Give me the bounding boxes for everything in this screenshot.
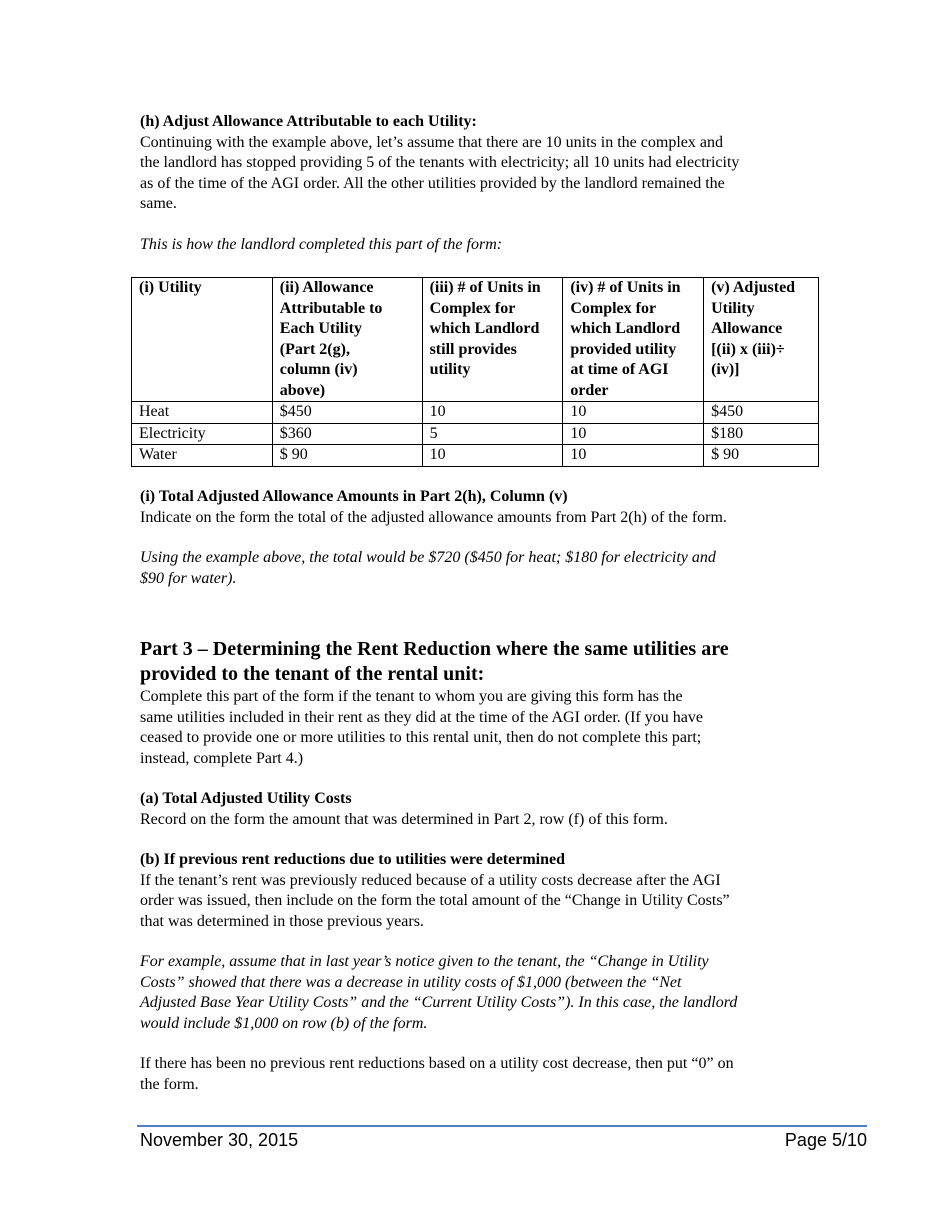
header-adjusted [704, 278, 819, 402]
example-line: $90 for water). [140, 569, 237, 587]
section-b-heading: (b) If previous rent reductions due to utilities were determined [140, 851, 566, 868]
header-text: Each Utility [279, 320, 362, 337]
table-cell: 10 [563, 402, 704, 424]
part3-line: ceased to provide one or more utilities to this rental unit, then do not complete this part; [140, 729, 702, 746]
table-cell: $360 [272, 423, 422, 445]
header-text: which Landlord [429, 320, 540, 337]
header-text: (Part 2(g), [279, 340, 350, 358]
header-text: Complex for [570, 299, 657, 317]
table-cell: $ 90 [272, 445, 422, 467]
example-intro: This is how the landlord completed this part of the form: [140, 235, 503, 253]
table-cell: 10 [563, 445, 704, 467]
document-page-lower [140, 487, 830, 1095]
closing-line: If there has been no previous rent reductions based on a utility cost decrease, then put “0” on [140, 1055, 734, 1072]
part3-body [140, 687, 830, 769]
table-row [132, 402, 819, 424]
table-row [132, 423, 819, 445]
table-cell: $450 [704, 402, 819, 424]
header-text: (ii) Allowance [279, 279, 374, 296]
section-h-line: Continuing with the example above, let’s assume that there are 10 units in the complex and [140, 133, 723, 151]
header-text: at time of AGI [570, 361, 669, 378]
header-text: utility [429, 361, 471, 378]
footer-divider [137, 1125, 867, 1127]
example-line: Adjusted Base Year Utility Costs” and the “Current Utility Costs”). In this case, the landlord [140, 994, 738, 1011]
part3-title [140, 637, 830, 687]
part3-title-line: Part 3 – Determining the Rent Reduction where the same utilities are [140, 638, 729, 660]
section-b-example [140, 952, 830, 1034]
header-text: Allowance [711, 320, 783, 337]
section-a-body: Record on the form the amount that was determined in Part 2, row (f) of this form. [140, 810, 668, 828]
header-units-agi [563, 278, 704, 402]
section-b-closing [140, 1054, 830, 1095]
header-text: (iv)] [711, 361, 740, 378]
section-h-body [140, 133, 830, 215]
table-cell: 10 [563, 423, 704, 445]
table-cell: 10 [422, 445, 563, 467]
document-page [140, 112, 830, 255]
header-text: order [570, 381, 609, 399]
header-text: (iv) # of Units in [570, 279, 681, 296]
section-a-heading: (a) Total Adjusted Utility Costs [140, 790, 352, 807]
table-cell: $ 90 [704, 445, 819, 467]
section-i-example [140, 548, 830, 589]
header-text: above) [279, 381, 326, 399]
header-utility [132, 278, 273, 402]
section-b-line: order was issued, then include on the form the total amount of the “Change in Utility Costs” [140, 892, 730, 909]
header-text: (i) Utility [139, 279, 202, 296]
section-i-body: Indicate on the form the total of the adjusted allowance amounts from Part 2(h) of the form. [140, 508, 727, 526]
section-h-line: the landlord has stopped providing 5 of the tenants with electricity; all 10 units had electricity [140, 154, 740, 171]
header-text: (v) Adjusted [711, 279, 796, 296]
footer-date: November 30, 2015 [140, 1130, 299, 1150]
header-text: Complex for [429, 299, 516, 317]
table-cell: 10 [422, 402, 563, 424]
header-units-still [422, 278, 563, 402]
header-text: [(ii) x (iii)÷ [711, 340, 785, 358]
part3-line: instead, complete Part 4.) [140, 749, 304, 767]
header-text: Attributable to [279, 299, 383, 317]
section-h-heading: (h) Adjust Allowance Attributable to each Utility: [140, 113, 477, 130]
example-line: Costs” showed that there was a decrease in utility costs of $1,000 (between the “Net [140, 973, 682, 991]
table-row [132, 445, 819, 467]
page-number: Page 5/10 [784, 1130, 867, 1150]
table-cell: Heat [132, 402, 273, 424]
header-text: column (iv) [279, 361, 358, 378]
header-text: which Landlord [570, 320, 681, 337]
part3-line: Complete this part of the form if the tenant to whom you are giving this form has the [140, 688, 683, 705]
header-text: still provides [429, 340, 517, 358]
table-cell: $450 [272, 402, 422, 424]
header-text: Utility [711, 299, 755, 317]
header-text: provided utility [570, 340, 677, 358]
part3-line: same utilities included in their rent as they did at the time of the AGI order. (If you have [140, 708, 703, 726]
section-i-heading: (i) Total Adjusted Allowance Amounts in Part 2(h), Column (v) [140, 488, 568, 505]
utility-allowance-table [131, 277, 819, 467]
table-cell: Electricity [132, 423, 273, 445]
closing-line: the form. [140, 1075, 199, 1093]
example-line: Using the example above, the total would be $720 ($450 for heat; $180 for electricity and [140, 549, 716, 566]
table-cell: Water [132, 445, 273, 467]
section-h-line: same. [140, 195, 177, 212]
table-cell: $180 [704, 423, 819, 445]
section-b-body [140, 871, 830, 933]
table-cell: 5 [422, 423, 563, 445]
section-h-line: as of the time of the AGI order. All the other utilities provided by the landlord remained the [140, 174, 725, 192]
header-allowance [272, 278, 422, 402]
part3-title-line: provided to the tenant of the rental unit: [140, 663, 485, 685]
header-text: (iii) # of Units in [429, 279, 541, 296]
section-b-line: that was determined in those previous years. [140, 912, 424, 930]
section-b-line: If the tenant’s rent was previously reduced because of a utility costs decrease after the AGI [140, 871, 721, 889]
table-header-row [132, 278, 819, 402]
example-line: For example, assume that in last year’s notice given to the tenant, the “Change in Utility [140, 953, 709, 970]
example-line: would include $1,000 on row (b) of the form. [140, 1014, 428, 1032]
